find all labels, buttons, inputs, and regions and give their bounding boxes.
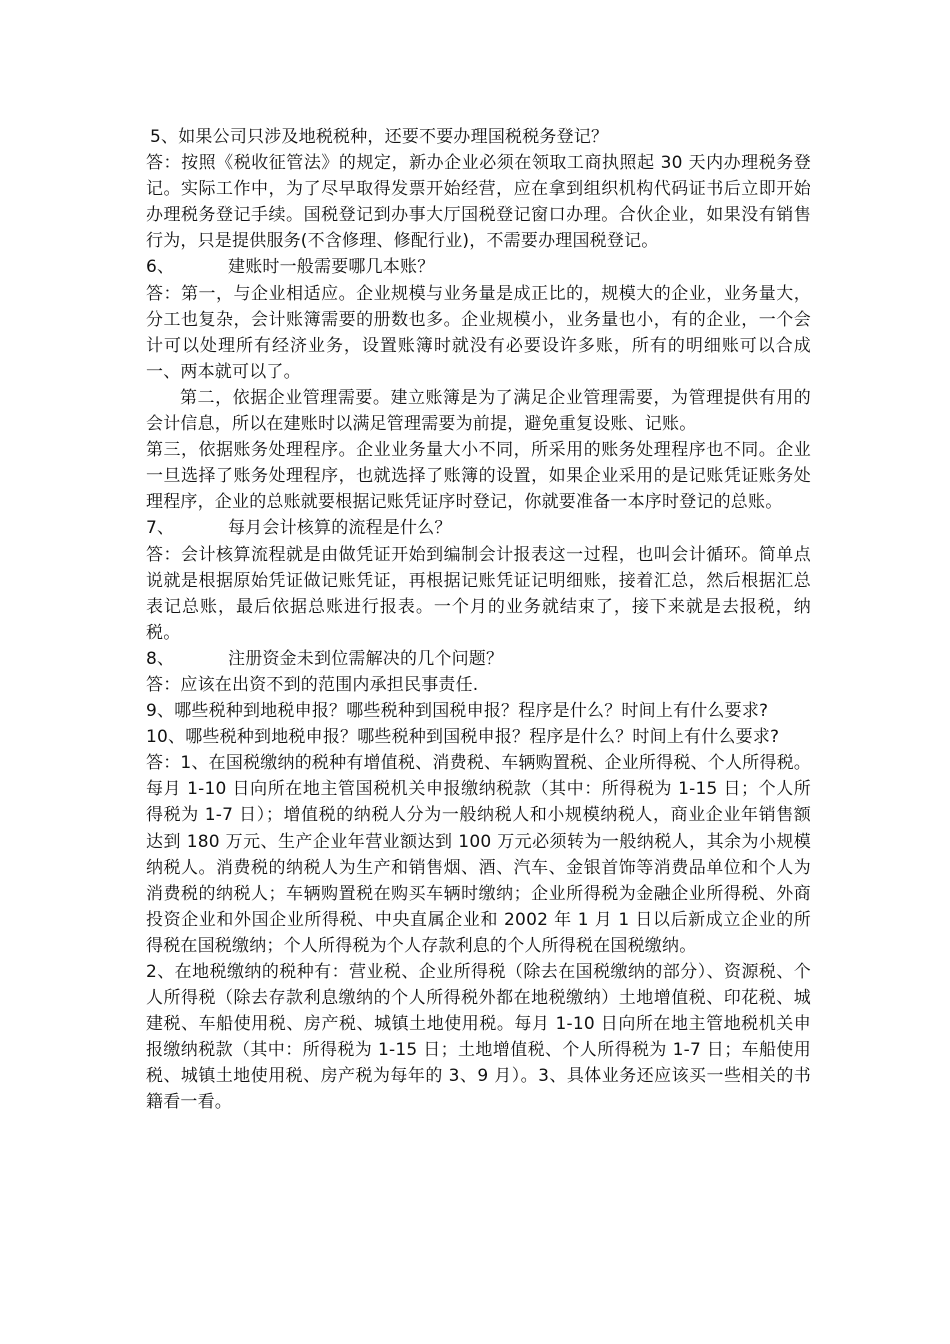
answer-6-third: 第三，依据账务处理程序。企业业务量大小不同，所采用的账务处理程序也不同。企业一旦选择了账务处理程序，也就选择了账簿的设置，如果企业采用的是记账凭证账务处理程序，企业的总账就要根据记账凭证序时登记，你就要准备一本序时登记的总账。 (146, 440, 811, 513)
question-5: 5、如果公司只涉及地税税种，还要不要办理国税税务登记？ (150, 127, 609, 147)
document-body (146, 124, 811, 1116)
question-8-number: 8、 (146, 648, 175, 669)
question-10: 10、哪些税种到地税申报？哪些税种到国税申报？程序是什么？时间上有什么要求? (146, 727, 780, 748)
question-7-number: 7、 (146, 518, 175, 539)
answer-8: 答：应该在出资不到的范围内承担民事责任. (146, 674, 479, 695)
answer-5: 答：按照《税收征管法》的规定，新办企业必须在领取工商执照起 30 天内办理税务登记。实际工作中，为了尽早取得发票开始经营，应在拿到组织机构代码证书后立即开始办理税务登记手续。国税登记到办事大厅国税登记窗口办理。合伙企业，如果没有销售行为，只是提供服务(不含修理、修配行业)，不需要办理国税登记。 (146, 153, 811, 252)
question-8 (146, 646, 811, 672)
question-8-text: 注册资金未到位需解决的几个问题？ (228, 648, 504, 669)
question-6-number: 6、 (146, 257, 175, 278)
question-7 (146, 515, 811, 541)
question-6-text: 建账时一般需要哪几本账？ (228, 257, 435, 278)
answer-7: 答：会计核算流程就是由做凭证开始到编制会计报表这一过程，也叫会计循环。简单点说就是根据原始凭证做记账凭证，再根据记账凭证记明细账，接着汇总，然后根据汇总表记总账，最后依据总账进行报表。一个月的业务就结束了，接下来就是去报税，纳税。 (146, 544, 811, 643)
answer-6-first: 答：第一，与企业相适应。企业规模与业务量是成正比的，规模大的企业，业务量大，分工也复杂，会计账簿需要的册数也多。企业规模小，业务量也小，有的企业，一个会计可以处理所有经济业务，设置账簿时就没有必要设许多账，所有的明细账可以合成一、两本就可以了。 (146, 283, 811, 382)
question-6 (146, 254, 811, 280)
answer-10-local-tax: 2、在地税缴纳的税种有：营业税、企业所得税（除去在国税缴纳的部分）、资源税、个人所得税（除去存款利息缴纳的个人所得税外都在地税缴纳）土地增值税、印花税、城建税、车船使用税、房产税、城镇土地使用税。每月 1-10 日向所在地主管地税机关申报缴纳税款（其中：所得税为 1-15 日；土地增值税、个人所得税为 1-7 日；车船使用税、城镇土地使用税、房产税为每年的 3、9 月）。3、具体业务还应该买一些相关的书籍看一看。 (146, 962, 811, 1113)
answer-6-second: 第二，依据企业管理需要。建立账簿是为了满足企业管理需要，为管理提供有用的会计信息，所以在建账时以满足管理需要为前提，避免重复设账、记账。 (146, 387, 811, 435)
question-7-text: 每月会计核算的流程是什么？ (228, 518, 452, 539)
question-9: 9、哪些税种到地税申报？哪些税种到国税申报？程序是什么？时间上有什么要求? (146, 701, 769, 722)
answer-10-national-tax: 答：1、在国税缴纳的税种有增值税、消费税、车辆购置税、企业所得税、个人所得税。每月 1-10 日向所在地主管国税机关申报缴纳税款（其中：所得税为 1-15 日；个人所得税为 1-7 日）；增值税的纳税人分为一般纳税人和小规模纳税人，商业企业年销售额达到 180 万元、生产企业年营业额达到 100 万元必须转为一般纳税人，其余为小规模纳税人。消费税的纳税人为生产和销售烟、酒、汽车、金银首饰等消费品单位和个人为消费税的纳税人；车辆购置税在购买车辆时缴纳；企业所得税为金融企业所得税、外商投资企业和外国企业所得税、中央直属企业和 2002 年 1 月 1 日以后新成立企业的所得税在国税缴纳；个人所得税为个人存款利息的个人所得税在国税缴纳。 (146, 753, 811, 956)
